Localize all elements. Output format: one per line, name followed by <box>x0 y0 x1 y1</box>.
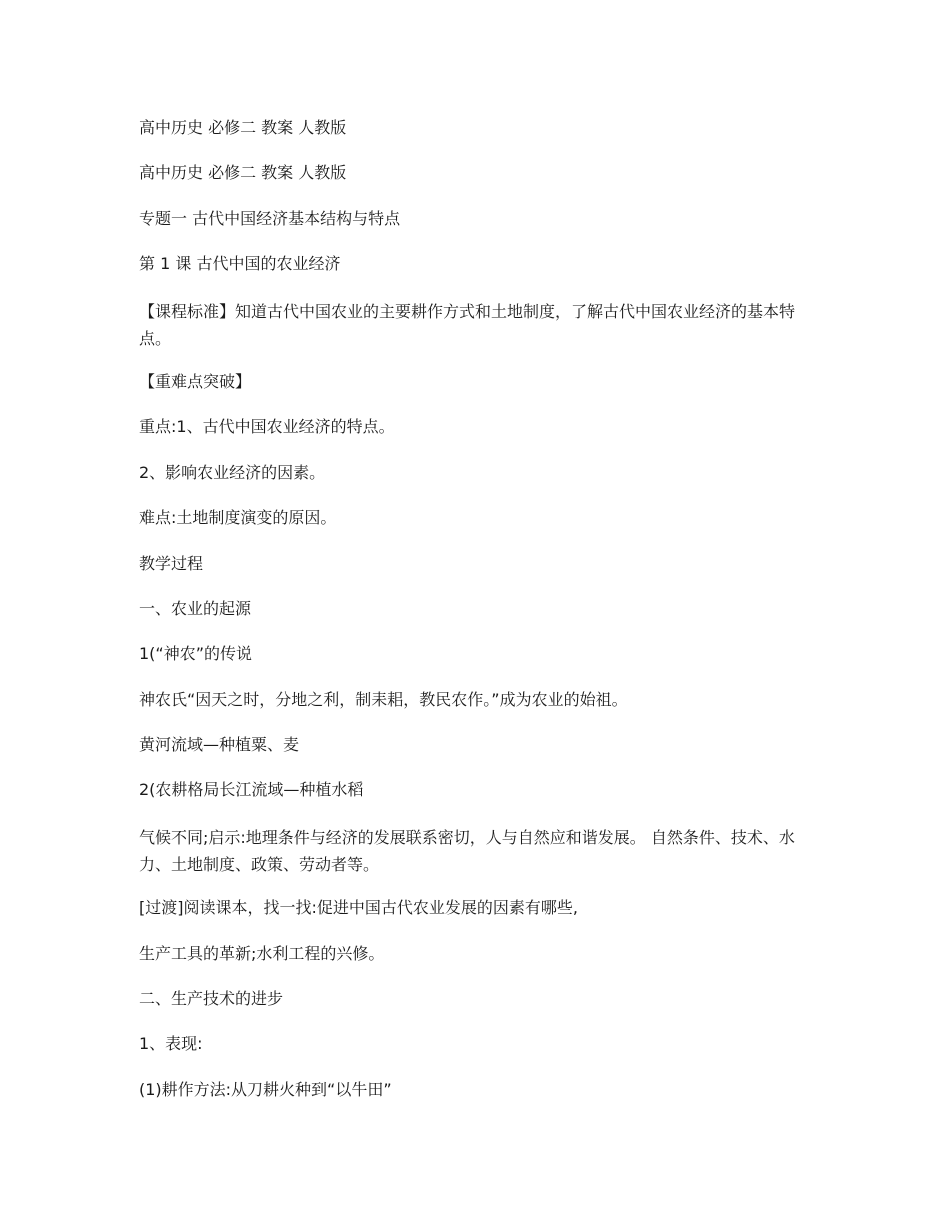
document-body <box>139 116 819 1123</box>
topic-heading: 专题一 古代中国经济基本结构与特点 <box>139 208 401 228</box>
transition-line: [过渡]阅读课本，找一找:促进中国古代农业发展的因素有哪些, <box>139 898 578 918</box>
lesson-heading: 第 1 课 古代中国的农业经济 <box>139 254 341 274</box>
farming-pattern-line: 2(农耕格局长江流域—种植水稻 <box>139 780 364 800</box>
key-point-1: 重点:1、古代中国农业经济的特点。 <box>139 417 395 437</box>
key-points-heading: 【重难点突破】 <box>139 371 252 391</box>
shennong-quote-paragraph: 神农氏“因天之时，分地之利，制耒耜，教民农作。”成为农业的始祖。 <box>139 689 628 709</box>
course-standard-paragraph: 【课程标准】知道古代中国农业的主要耕作方式和土地制度，了解古代中国农业经济的基本特点。 <box>139 301 796 348</box>
item-shennong-legend: 1(“神农”的传说 <box>139 644 253 664</box>
farming-method-line: (1)耕作方法:从刀耕火种到“以牛田” <box>139 1079 392 1099</box>
difficult-point: 难点:土地制度演变的原因。 <box>139 508 337 528</box>
performance-heading: 1、表现: <box>139 1034 203 1054</box>
key-point-2: 2、影响农业经济的因素。 <box>139 462 326 482</box>
section-2-heading: 二、生产技术的进步 <box>139 989 284 1009</box>
climate-paragraph: 气候不同;启示:地理条件与经济的发展联系密切，人与自然应和谐发展。 自然条件、技术、水力、土地制度、政策、劳动者等。 <box>139 827 795 874</box>
doc-title-repeat: 高中历史 必修二 教案 人教版 <box>139 163 347 183</box>
tools-water-line: 生产工具的革新;水利工程的兴修。 <box>139 943 385 963</box>
teaching-process-heading: 教学过程 <box>139 553 204 573</box>
doc-title: 高中历史 必修二 教案 人教版 <box>139 118 347 137</box>
yellow-river-line: 黄河流域—种植粟、麦 <box>139 735 300 755</box>
section-1-heading: 一、农业的起源 <box>139 598 252 618</box>
